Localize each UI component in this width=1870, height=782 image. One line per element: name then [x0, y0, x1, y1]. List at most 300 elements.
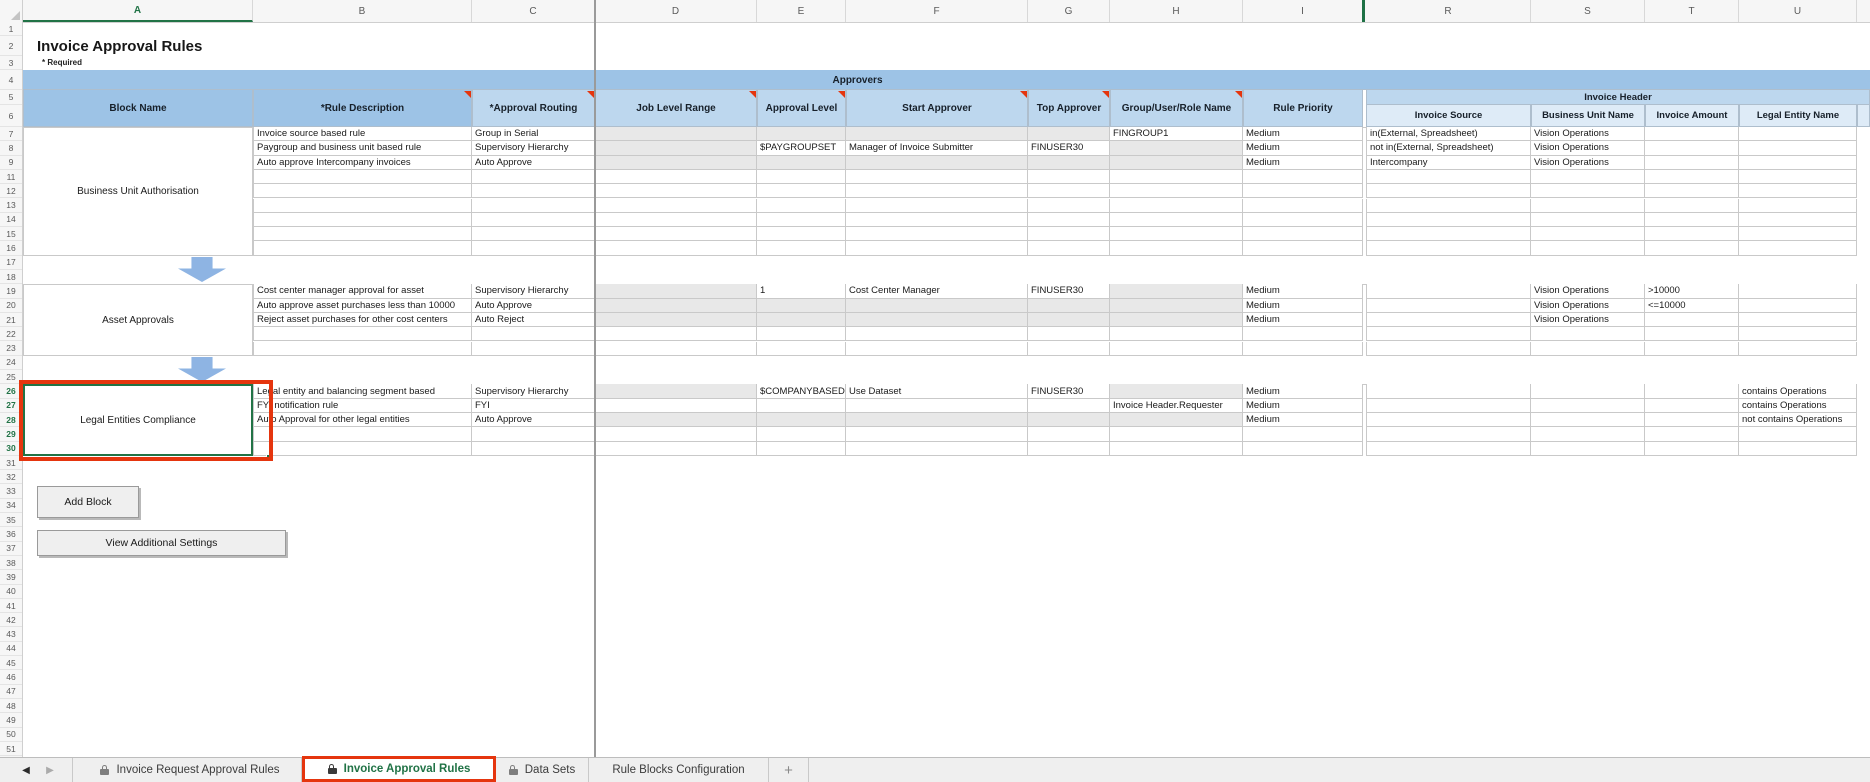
column-header-F[interactable]: F: [846, 0, 1028, 22]
cell-S26[interactable]: [1531, 384, 1645, 398]
column-header-R[interactable]: R: [1366, 0, 1531, 22]
cell-C20[interactable]: Auto Approve: [472, 299, 595, 313]
cell-B8[interactable]: Paygroup and business unit based rule: [253, 141, 472, 155]
cell-R15[interactable]: [1366, 227, 1531, 241]
row-header-39[interactable]: 39: [0, 570, 22, 584]
cell-T9[interactable]: [1645, 156, 1739, 170]
row-header-25[interactable]: 25: [0, 370, 22, 384]
cell-D19[interactable]: [595, 284, 757, 298]
cell-B26[interactable]: Legal entity and balancing segment based: [253, 384, 472, 398]
cell-I12[interactable]: [1243, 184, 1363, 198]
cell-U11[interactable]: [1739, 170, 1857, 184]
add-sheet-tab[interactable]: [769, 758, 809, 782]
cell-U27[interactable]: contains Operations: [1739, 399, 1857, 413]
block-cell-2[interactable]: [23, 284, 253, 356]
cell-F15[interactable]: [846, 227, 1028, 241]
cell-T20[interactable]: <=10000: [1645, 299, 1739, 313]
cell-F21[interactable]: [846, 313, 1028, 327]
cell-G16[interactable]: [1028, 241, 1110, 255]
cell-S20[interactable]: Vision Operations: [1531, 299, 1645, 313]
cell-S16[interactable]: [1531, 241, 1645, 255]
header-group-user-role[interactable]: Group/User/Role Name: [1110, 90, 1243, 127]
cell-D11[interactable]: [595, 170, 757, 184]
select-all-corner[interactable]: [0, 0, 23, 22]
row-header-7[interactable]: 7: [0, 127, 22, 141]
cell-E15[interactable]: [757, 227, 846, 241]
row-header-21[interactable]: 21: [0, 313, 22, 327]
cell-R20[interactable]: [1366, 299, 1531, 313]
cell-U7[interactable]: [1739, 127, 1857, 141]
cell-G21[interactable]: [1028, 313, 1110, 327]
cell-C9[interactable]: Auto Approve: [472, 156, 595, 170]
sheet-tab-invoice-approval-rules[interactable]: [302, 756, 496, 782]
cell-T14[interactable]: [1645, 213, 1739, 227]
cell-D9[interactable]: [595, 156, 757, 170]
header-invoice-amount[interactable]: Invoice Amount: [1645, 105, 1739, 127]
cell-D22[interactable]: [595, 327, 757, 341]
cell-S23[interactable]: [1531, 342, 1645, 356]
cell-E27[interactable]: [757, 399, 846, 413]
cell-E14[interactable]: [757, 213, 846, 227]
row-header-45[interactable]: 45: [0, 656, 22, 670]
cell-T28[interactable]: [1645, 413, 1739, 427]
cell-D26[interactable]: [595, 384, 757, 398]
cell-S8[interactable]: Vision Operations: [1531, 141, 1645, 155]
header-approval-routing[interactable]: *Approval Routing: [472, 90, 595, 127]
cell-U23[interactable]: [1739, 342, 1857, 356]
view-additional-settings-button[interactable]: View Additional Settings: [37, 530, 286, 556]
column-header-S[interactable]: S: [1531, 0, 1645, 22]
cell-U15[interactable]: [1739, 227, 1857, 241]
cell-R7[interactable]: in(External, Spreadsheet): [1366, 127, 1531, 141]
cell-T22[interactable]: [1645, 327, 1739, 341]
cell-F16[interactable]: [846, 241, 1028, 255]
cell-B21[interactable]: Reject asset purchases for other cost centers: [253, 313, 472, 327]
cell-D12[interactable]: [595, 184, 757, 198]
header-block-name[interactable]: Block Name: [23, 90, 253, 127]
row-header-13[interactable]: 13: [0, 199, 22, 213]
row-header-12[interactable]: 12: [0, 184, 22, 198]
cell-I27[interactable]: Medium: [1243, 399, 1363, 413]
row-header-34[interactable]: 34: [0, 499, 22, 513]
cell-H23[interactable]: [1110, 342, 1243, 356]
cell-H15[interactable]: [1110, 227, 1243, 241]
cell-H21[interactable]: [1110, 313, 1243, 327]
header-business-unit-name[interactable]: Business Unit Name: [1531, 105, 1645, 127]
cell-T21[interactable]: [1645, 313, 1739, 327]
column-header-B[interactable]: B: [253, 0, 472, 22]
tab-scroll-right-icon[interactable]: ▶: [46, 764, 54, 776]
cell-B29[interactable]: [253, 427, 472, 441]
column-header-G[interactable]: G: [1028, 0, 1110, 22]
cell-B12[interactable]: [253, 184, 472, 198]
cell-S13[interactable]: [1531, 199, 1645, 213]
cell-I9[interactable]: Medium: [1243, 156, 1363, 170]
cell-T16[interactable]: [1645, 241, 1739, 255]
cell-H22[interactable]: [1110, 327, 1243, 341]
cell-G28[interactable]: [1028, 413, 1110, 427]
cell-H29[interactable]: [1110, 427, 1243, 441]
row-header-38[interactable]: 38: [0, 556, 22, 570]
cell-S7[interactable]: Vision Operations: [1531, 127, 1645, 141]
cell-F9[interactable]: [846, 156, 1028, 170]
cell-B19[interactable]: Cost center manager approval for asset: [253, 284, 472, 298]
cell-C26[interactable]: Supervisory Hierarchy: [472, 384, 595, 398]
cell-S12[interactable]: [1531, 184, 1645, 198]
cell-R28[interactable]: [1366, 413, 1531, 427]
cell-F28[interactable]: [846, 413, 1028, 427]
cell-F12[interactable]: [846, 184, 1028, 198]
cell-U21[interactable]: [1739, 313, 1857, 327]
block-cell-3[interactable]: [23, 384, 253, 456]
cell-H7[interactable]: FINGROUP1: [1110, 127, 1243, 141]
cell-T12[interactable]: [1645, 184, 1739, 198]
cell-U16[interactable]: [1739, 241, 1857, 255]
header-start-approver[interactable]: Start Approver: [846, 90, 1028, 127]
row-header-15[interactable]: 15: [0, 227, 22, 241]
cell-E11[interactable]: [757, 170, 846, 184]
cell-F27[interactable]: [846, 399, 1028, 413]
cell-C28[interactable]: Auto Approve: [472, 413, 595, 427]
row-header-33[interactable]: 33: [0, 485, 22, 499]
cell-C14[interactable]: [472, 213, 595, 227]
cell-H16[interactable]: [1110, 241, 1243, 255]
cell-B15[interactable]: [253, 227, 472, 241]
cell-H19[interactable]: [1110, 284, 1243, 298]
cell-B23[interactable]: [253, 342, 472, 356]
cell-R16[interactable]: [1366, 241, 1531, 255]
row-header-29[interactable]: 29: [0, 427, 22, 441]
cell-G15[interactable]: [1028, 227, 1110, 241]
cell-I21[interactable]: Medium: [1243, 313, 1363, 327]
cell-I22[interactable]: [1243, 327, 1363, 341]
cell-R27[interactable]: [1366, 399, 1531, 413]
cell-S19[interactable]: Vision Operations: [1531, 284, 1645, 298]
cell-T8[interactable]: [1645, 141, 1739, 155]
cell-H20[interactable]: [1110, 299, 1243, 313]
cell-F23[interactable]: [846, 342, 1028, 356]
row-header-35[interactable]: 35: [0, 513, 22, 527]
cell-C23[interactable]: [472, 342, 595, 356]
sheet-tab-data-sets[interactable]: [496, 758, 589, 782]
header-approval-level[interactable]: Approval Level: [757, 90, 846, 127]
cell-D16[interactable]: [595, 241, 757, 255]
cell-D14[interactable]: [595, 213, 757, 227]
cell-I13[interactable]: [1243, 199, 1363, 213]
header-job-level-range[interactable]: Job Level Range: [595, 90, 757, 127]
row-header-22[interactable]: 22: [0, 327, 22, 341]
cell-B20[interactable]: Auto approve asset purchases less than 10000: [253, 299, 472, 313]
row-header-42[interactable]: 42: [0, 613, 22, 627]
cell-I30[interactable]: [1243, 442, 1363, 456]
row-header-11[interactable]: 11: [0, 170, 22, 184]
cell-F26[interactable]: Use Dataset: [846, 384, 1028, 398]
cell-E30[interactable]: [757, 442, 846, 456]
cell-U20[interactable]: [1739, 299, 1857, 313]
cell-E20[interactable]: [757, 299, 846, 313]
cell-S29[interactable]: [1531, 427, 1645, 441]
cell-I8[interactable]: Medium: [1243, 141, 1363, 155]
cell-C7[interactable]: Group in Serial: [472, 127, 595, 141]
column-header-H[interactable]: H: [1110, 0, 1243, 22]
cell-R23[interactable]: [1366, 342, 1531, 356]
cell-R19[interactable]: [1366, 284, 1531, 298]
cell-H30[interactable]: [1110, 442, 1243, 456]
cell-F7[interactable]: [846, 127, 1028, 141]
cell-F13[interactable]: [846, 199, 1028, 213]
cell-U9[interactable]: [1739, 156, 1857, 170]
cell-E9[interactable]: [757, 156, 846, 170]
cell-B30[interactable]: [253, 442, 472, 456]
cell-S21[interactable]: Vision Operations: [1531, 313, 1645, 327]
cell-S28[interactable]: [1531, 413, 1645, 427]
cell-U29[interactable]: [1739, 427, 1857, 441]
cell-R21[interactable]: [1366, 313, 1531, 327]
row-header-37[interactable]: 37: [0, 542, 22, 556]
cell-I26[interactable]: Medium: [1243, 384, 1363, 398]
row-header-19[interactable]: 19: [0, 284, 22, 298]
cell-H13[interactable]: [1110, 199, 1243, 213]
cell-G9[interactable]: [1028, 156, 1110, 170]
row-header-20[interactable]: 20: [0, 299, 22, 313]
cell-G19[interactable]: FINUSER30: [1028, 284, 1110, 298]
tab-scroll-left-icon[interactable]: ◀: [22, 764, 30, 776]
cell-F22[interactable]: [846, 327, 1028, 341]
cell-D28[interactable]: [595, 413, 757, 427]
cell-U13[interactable]: [1739, 199, 1857, 213]
cell-F30[interactable]: [846, 442, 1028, 456]
cell-D30[interactable]: [595, 442, 757, 456]
cell-I23[interactable]: [1243, 342, 1363, 356]
row-header-32[interactable]: 32: [0, 470, 22, 484]
cell-R30[interactable]: [1366, 442, 1531, 456]
cell-B11[interactable]: [253, 170, 472, 184]
cell-F14[interactable]: [846, 213, 1028, 227]
cell-H8[interactable]: [1110, 141, 1243, 155]
cell-H28[interactable]: [1110, 413, 1243, 427]
cell-R29[interactable]: [1366, 427, 1531, 441]
row-header-1[interactable]: 1: [0, 22, 22, 36]
cell-D13[interactable]: [595, 199, 757, 213]
cell-R9[interactable]: Intercompany: [1366, 156, 1531, 170]
header-legal-entity-name[interactable]: Legal Entity Name: [1739, 105, 1857, 127]
row-header-16[interactable]: 16: [0, 241, 22, 255]
cell-F20[interactable]: [846, 299, 1028, 313]
row-header-49[interactable]: 49: [0, 713, 22, 727]
cell-D20[interactable]: [595, 299, 757, 313]
cell-F29[interactable]: [846, 427, 1028, 441]
cell-E21[interactable]: [757, 313, 846, 327]
cell-C13[interactable]: [472, 199, 595, 213]
row-header-27[interactable]: 27: [0, 399, 22, 413]
fill-handle[interactable]: [266, 454, 273, 461]
column-header-U[interactable]: U: [1739, 0, 1857, 22]
cell-S22[interactable]: [1531, 327, 1645, 341]
cell-S11[interactable]: [1531, 170, 1645, 184]
cell-R14[interactable]: [1366, 213, 1531, 227]
cell-F11[interactable]: [846, 170, 1028, 184]
cell-D7[interactable]: [595, 127, 757, 141]
cell-C12[interactable]: [472, 184, 595, 198]
cell-G11[interactable]: [1028, 170, 1110, 184]
row-header-36[interactable]: 36: [0, 527, 22, 541]
cell-C19[interactable]: Supervisory Hierarchy: [472, 284, 595, 298]
cell-G30[interactable]: [1028, 442, 1110, 456]
cell-U28[interactable]: not contains Operations: [1739, 413, 1857, 427]
row-header-26[interactable]: 26: [0, 384, 22, 398]
cell-G7[interactable]: [1028, 127, 1110, 141]
cell-F8[interactable]: Manager of Invoice Submitter: [846, 141, 1028, 155]
cell-C11[interactable]: [472, 170, 595, 184]
cell-H14[interactable]: [1110, 213, 1243, 227]
header-rule-description[interactable]: *Rule Description: [253, 90, 472, 127]
cell-B14[interactable]: [253, 213, 472, 227]
row-header-48[interactable]: 48: [0, 699, 22, 713]
column-header-C[interactable]: C: [472, 0, 595, 22]
cell-T13[interactable]: [1645, 199, 1739, 213]
cell-R26[interactable]: [1366, 384, 1531, 398]
cell-E28[interactable]: [757, 413, 846, 427]
cell-C15[interactable]: [472, 227, 595, 241]
row-header-47[interactable]: 47: [0, 685, 22, 699]
cell-C27[interactable]: FYI: [472, 399, 595, 413]
row-header-43[interactable]: 43: [0, 628, 22, 642]
row-header-41[interactable]: 41: [0, 599, 22, 613]
row-header-50[interactable]: 50: [0, 728, 22, 742]
row-header-2[interactable]: 2: [0, 36, 22, 56]
cell-T7[interactable]: [1645, 127, 1739, 141]
cell-D8[interactable]: [595, 141, 757, 155]
cell-B22[interactable]: [253, 327, 472, 341]
cell-D29[interactable]: [595, 427, 757, 441]
row-header-40[interactable]: 40: [0, 585, 22, 599]
cell-I16[interactable]: [1243, 241, 1363, 255]
cell-D15[interactable]: [595, 227, 757, 241]
cell-R22[interactable]: [1366, 327, 1531, 341]
cell-U8[interactable]: [1739, 141, 1857, 155]
cell-C16[interactable]: [472, 241, 595, 255]
cell-G8[interactable]: FINUSER30: [1028, 141, 1110, 155]
cell-C8[interactable]: Supervisory Hierarchy: [472, 141, 595, 155]
cell-T29[interactable]: [1645, 427, 1739, 441]
cell-E26[interactable]: $COMPANYBASED: [757, 384, 846, 398]
cell-B27[interactable]: FYI notification rule: [253, 399, 472, 413]
cell-E13[interactable]: [757, 199, 846, 213]
cell-H11[interactable]: [1110, 170, 1243, 184]
cell-T11[interactable]: [1645, 170, 1739, 184]
sheet-tab-rule-blocks-configuration[interactable]: [589, 758, 769, 782]
cell-C30[interactable]: [472, 442, 595, 456]
column-header-T[interactable]: T: [1645, 0, 1739, 22]
row-header-3[interactable]: 3: [0, 56, 22, 70]
cell-H26[interactable]: [1110, 384, 1243, 398]
cell-T15[interactable]: [1645, 227, 1739, 241]
cell-I19[interactable]: Medium: [1243, 284, 1363, 298]
cell-B9[interactable]: Auto approve Intercompany invoices: [253, 156, 472, 170]
row-header-14[interactable]: 14: [0, 213, 22, 227]
cell-T27[interactable]: [1645, 399, 1739, 413]
row-header-28[interactable]: 28: [0, 413, 22, 427]
cell-I11[interactable]: [1243, 170, 1363, 184]
cell-R11[interactable]: [1366, 170, 1531, 184]
cell-G12[interactable]: [1028, 184, 1110, 198]
cell-U19[interactable]: [1739, 284, 1857, 298]
cell-G14[interactable]: [1028, 213, 1110, 227]
cell-T30[interactable]: [1645, 442, 1739, 456]
cell-T26[interactable]: [1645, 384, 1739, 398]
add-block-button[interactable]: Add Block: [37, 486, 139, 518]
cell-S14[interactable]: [1531, 213, 1645, 227]
cell-D23[interactable]: [595, 342, 757, 356]
sheet-tab-invoice-request-approval-rules[interactable]: [79, 758, 302, 782]
cell-I15[interactable]: [1243, 227, 1363, 241]
cell-B28[interactable]: Auto Approval for other legal entities: [253, 413, 472, 427]
cell-D27[interactable]: [595, 399, 757, 413]
cell-E16[interactable]: [757, 241, 846, 255]
cell-E23[interactable]: [757, 342, 846, 356]
column-header-I[interactable]: I: [1243, 0, 1363, 22]
cell-G20[interactable]: [1028, 299, 1110, 313]
cell-R13[interactable]: [1366, 199, 1531, 213]
cell-U22[interactable]: [1739, 327, 1857, 341]
row-header-51[interactable]: 51: [0, 742, 22, 756]
row-header-9[interactable]: 9: [0, 156, 22, 170]
cell-E8[interactable]: $PAYGROUPSET: [757, 141, 846, 155]
cell-T19[interactable]: >10000: [1645, 284, 1739, 298]
cell-C22[interactable]: [472, 327, 595, 341]
column-header-A[interactable]: A: [23, 0, 253, 22]
cell-S27[interactable]: [1531, 399, 1645, 413]
cell-B7[interactable]: Invoice source based rule: [253, 127, 472, 141]
cell-G26[interactable]: FINUSER30: [1028, 384, 1110, 398]
row-header-24[interactable]: 24: [0, 356, 22, 370]
cell-E29[interactable]: [757, 427, 846, 441]
cell-G23[interactable]: [1028, 342, 1110, 356]
cell-S30[interactable]: [1531, 442, 1645, 456]
header-invoice-source[interactable]: Invoice Source: [1366, 105, 1531, 127]
cell-E7[interactable]: [757, 127, 846, 141]
cell-G13[interactable]: [1028, 199, 1110, 213]
cell-R8[interactable]: not in(External, Spreadsheet): [1366, 141, 1531, 155]
cell-U14[interactable]: [1739, 213, 1857, 227]
row-header-18[interactable]: 18: [0, 270, 22, 284]
row-header-6[interactable]: 6: [0, 105, 22, 127]
row-header-23[interactable]: 23: [0, 342, 22, 356]
cell-G22[interactable]: [1028, 327, 1110, 341]
cell-D21[interactable]: [595, 313, 757, 327]
cell-G27[interactable]: [1028, 399, 1110, 413]
cell-S15[interactable]: [1531, 227, 1645, 241]
row-header-46[interactable]: 46: [0, 670, 22, 684]
cell-B13[interactable]: [253, 199, 472, 213]
row-header-4[interactable]: 4: [0, 70, 22, 90]
cell-H27[interactable]: Invoice Header.Requester: [1110, 399, 1243, 413]
cell-C21[interactable]: Auto Reject: [472, 313, 595, 327]
cell-U12[interactable]: [1739, 184, 1857, 198]
row-header-31[interactable]: 31: [0, 456, 22, 470]
row-header-44[interactable]: 44: [0, 642, 22, 656]
cell-U30[interactable]: [1739, 442, 1857, 456]
cell-I14[interactable]: [1243, 213, 1363, 227]
row-header-17[interactable]: 17: [0, 256, 22, 270]
header-top-approver[interactable]: Top Approver: [1028, 90, 1110, 127]
cell-H12[interactable]: [1110, 184, 1243, 198]
cell-G29[interactable]: [1028, 427, 1110, 441]
cell-E22[interactable]: [757, 327, 846, 341]
header-rule-priority[interactable]: Rule Priority: [1243, 90, 1363, 127]
cell-I29[interactable]: [1243, 427, 1363, 441]
cell-R12[interactable]: [1366, 184, 1531, 198]
